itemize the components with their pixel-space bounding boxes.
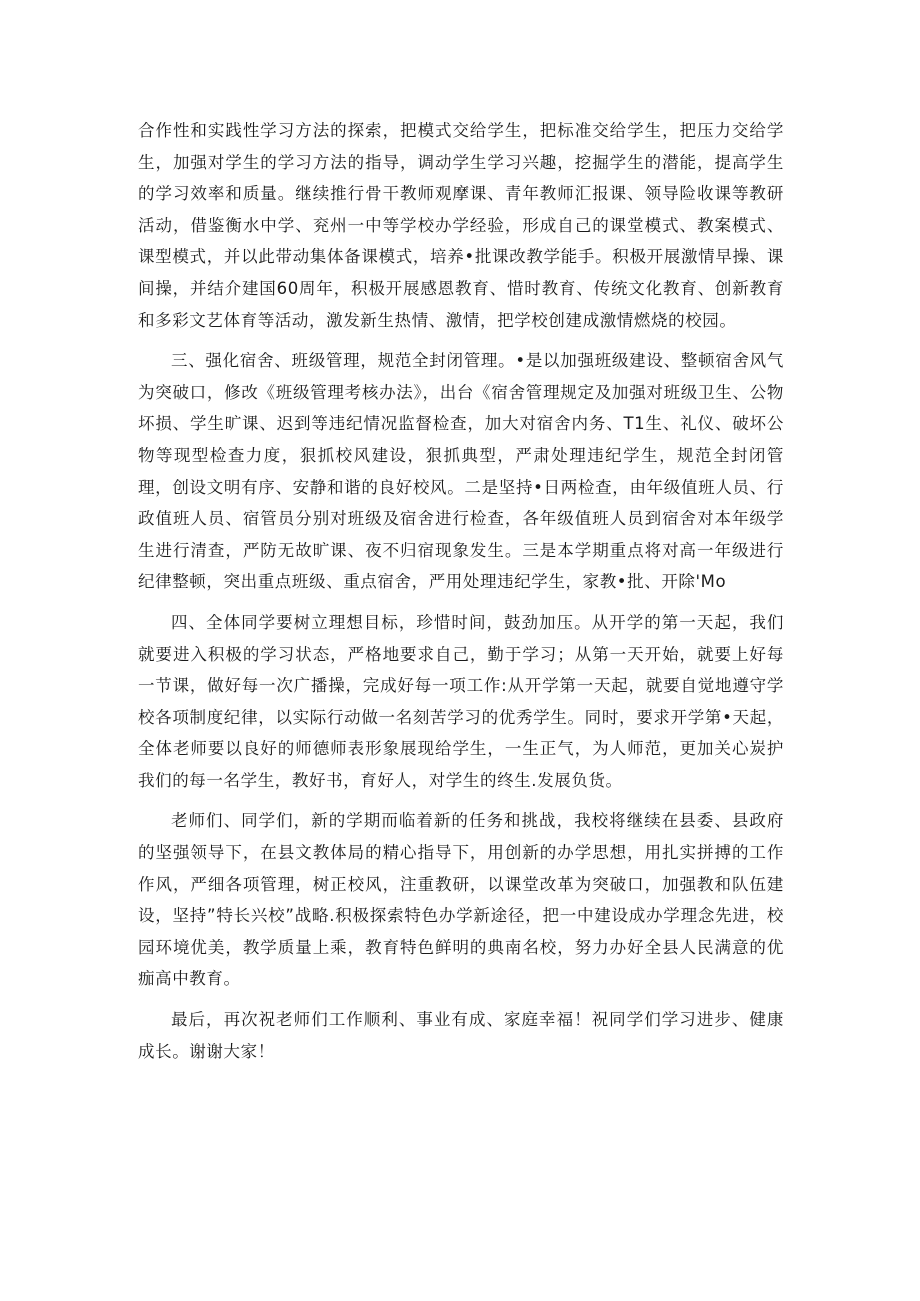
paragraph-dormitory-management: 三、强化宿舍、班级管理，规范全封闭管理。•是以加强班级建设、整顿宿舍风气为突破口，修改《班级管理考核办法》，出台《宿舍管理规定及加强对班级卫生、公物坏损、学生旷课、迟到等违纪情况监督检查，加大对宿舍内务、T1生、礼仪、破坏公物等现型检查力度，狠抓校风建设，狠抓典型，严肃处理违纪学生，规范全封闭管理，创设文明有序、安静和谐的良好校风。二是坚持•日两检查，由年级值班人员、行政值班人员、宿管员分别对班级及宿舍进行检查，各年级值班人员到宿舍对本年级学生进行清查，严防无故旷课、夜不归宿现象发生。三是本学期重点将对高一年级进行纪律整顿，突出重点班级、重点宿舍，严用处理违纪学生，家教•批、开除'Mo <box>138 351 784 592</box>
paragraph-learning-methods: 合作性和实践性学习方法的探索，把模式交给学生，把标准交给学生，把压力交给学生，加强对学生的学习方法的指导，调动学生学习兴趣，挖掘学生的潜能，提高学生的学习效率和质量。继续推行骨干教师观摩课、青年教师汇报课、领导险收课等教研活动，借鉴衡水中学、兖州一中等学校办学经验，形成自己的课堂模式、教案模式、课型模式，并以此带动集体备课模式，培养•批课改教学能手。积极开展激情早操、课间操，并结介建国60周年，积极开展感恩教育、惜时教育、传统文化教育、创新教育和多彩文艺体育等活动，激发新生热情、激情，把学校创建成激情燃烧的校园。 <box>138 121 784 330</box>
document-body <box>138 115 784 1076</box>
paragraph-new-semester: 老师们、同学们，新的学期而临着新的任务和挑战，我校将继续在县委、县政府的坚强领导下，在县文教体局的精心指导下，用创新的办学思想，用扎实拼搏的工作作风，严细各项管理，树正校风，注重教研，以课堂改革为突破口，加强教和队伍建设，坚持”特长兴校”战略.积极探索特色办学新途径，把一中建设成办学理念先进，校园环境优美，教学质量上乘，教育特色鲜明的典南名校，努力办好全县人民满意的优痂高中教育。 <box>138 811 784 989</box>
paragraph-student-goals: 四、全体同学要树立理想目标，珍惜时间，鼓劲加压。从开学的第一天起，我们就要进入积极的学习状态，严格地要求自己，勤于学习；从第一天开始，就要上好每一节课，做好每一次广播操，完成好每一项工作:从开学第一天起，就要自觉地遵守学校各项制度纪律，以实际行动做一名刻苦学习的优秀学生。同时，要求开学第•天起，全体老师要以良好的师德师表形象展现给学生，一生正气，为人师范，更加关心炭护我们的每一名学生，教好书，育好人，对学生的终生.发展负货。 <box>138 612 784 790</box>
paragraph-closing-wishes: 最后，再次祝老师们工作顺利、事业有成、家庭幸福！祝同学们学习进步、健康成长。谢谢大家！ <box>138 1010 784 1061</box>
